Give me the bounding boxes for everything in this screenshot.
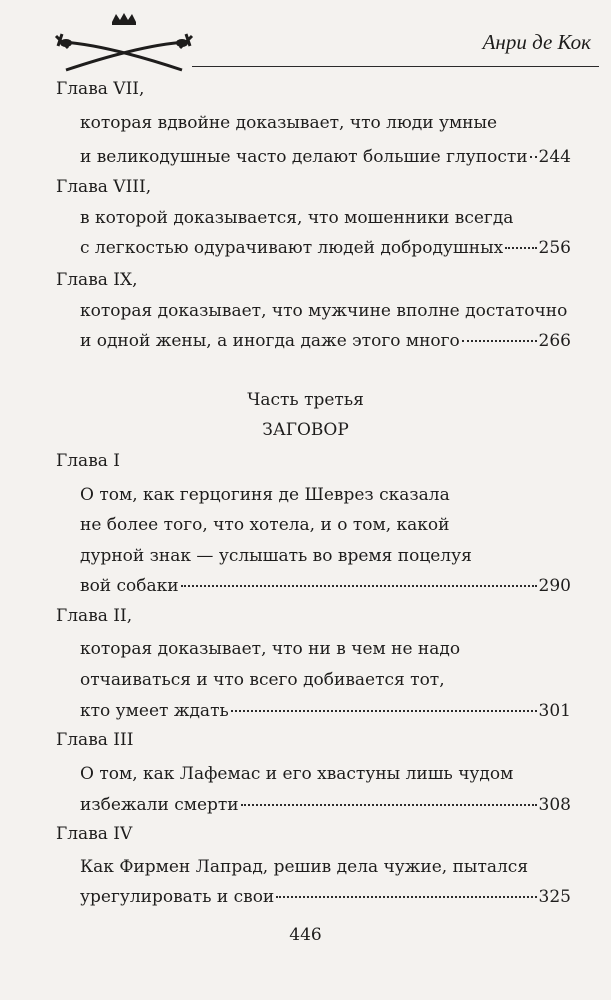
toc-page-number: 244 <box>538 147 571 167</box>
toc-page-number: 266 <box>538 331 571 351</box>
toc-entry-line <box>80 794 571 816</box>
part-label: Часть третья <box>247 390 364 410</box>
toc-chapter-heading: Глава VII, <box>56 79 145 99</box>
toc-page-number: 325 <box>538 887 571 907</box>
toc-chapter-description: с легкостью одурачивают людей добродушных <box>80 238 504 258</box>
toc-chapter-description: вой собаки <box>80 576 179 596</box>
toc-page-number: 290 <box>538 576 571 596</box>
toc-page-number: 256 <box>538 238 571 258</box>
toc-chapter-description: в которой доказывается, что мошенники всегда <box>80 208 514 228</box>
crossed-swords-crown-icon <box>54 12 194 72</box>
toc-chapter-description: которая вдвойне доказывает, что люди умные <box>80 113 498 133</box>
toc-entry-line <box>80 700 571 722</box>
toc-chapter-heading: Глава IV <box>56 824 133 844</box>
dot-leader <box>231 710 537 712</box>
toc-chapter-heading: Глава IX, <box>56 270 138 290</box>
toc-chapter-description: дурной знак — услышать во время поцелуя <box>80 546 472 566</box>
toc-chapter-description: и великодушные часто делают большие глупости <box>80 147 528 167</box>
toc-chapter-description: не более того, что хотела, и о том, какой <box>80 515 450 535</box>
dot-leader <box>505 247 536 249</box>
dot-leader <box>181 585 537 587</box>
header-rule <box>192 66 599 67</box>
toc-entry-line <box>80 330 571 352</box>
toc-chapter-description: Как Фирмен Лапрад, решив дела чужие, пытался <box>80 857 529 877</box>
toc-entry-line <box>80 886 571 908</box>
toc-entry-line <box>80 575 571 597</box>
toc-chapter-heading: Глава VIII, <box>56 177 152 197</box>
dot-leader <box>241 804 537 806</box>
dot-leader <box>276 896 536 898</box>
part-title: ЗАГОВОР <box>262 420 349 440</box>
toc-chapter-description: которая доказывает, что мужчине вполне достаточно <box>80 301 568 321</box>
toc-chapter-description: избежали смерти <box>80 795 239 815</box>
toc-page-number: 308 <box>538 795 571 815</box>
toc-chapter-heading: Глава I <box>56 451 121 471</box>
toc-chapter-description: О том, как герцогиня де Шеврез сказала <box>80 485 450 505</box>
toc-entry-line <box>80 237 571 259</box>
toc-chapter-description: отчаиваться и что всего добивается тот, <box>80 670 445 690</box>
page-header <box>0 0 611 80</box>
dot-leader <box>530 156 537 158</box>
toc-entry-line <box>80 146 571 168</box>
toc-chapter-description: урегулировать и свои <box>80 887 275 907</box>
toc-chapter-description: которая доказывает, что ни в чем не надо <box>80 639 461 659</box>
page-number: 446 <box>289 925 322 945</box>
toc-chapter-heading: Глава III <box>56 730 134 750</box>
dot-leader <box>462 340 537 342</box>
toc-chapter-heading: Глава II, <box>56 606 133 626</box>
toc-chapter-description: и одной жены, а иногда даже этого много <box>80 331 460 351</box>
running-head-author: Анри де Кок <box>482 30 591 54</box>
toc-chapter-description: О том, как Лафемас и его хвастуны лишь чудом <box>80 764 514 784</box>
toc-page-number: 301 <box>538 701 571 721</box>
toc-chapter-description: кто умеет ждать <box>80 701 229 721</box>
